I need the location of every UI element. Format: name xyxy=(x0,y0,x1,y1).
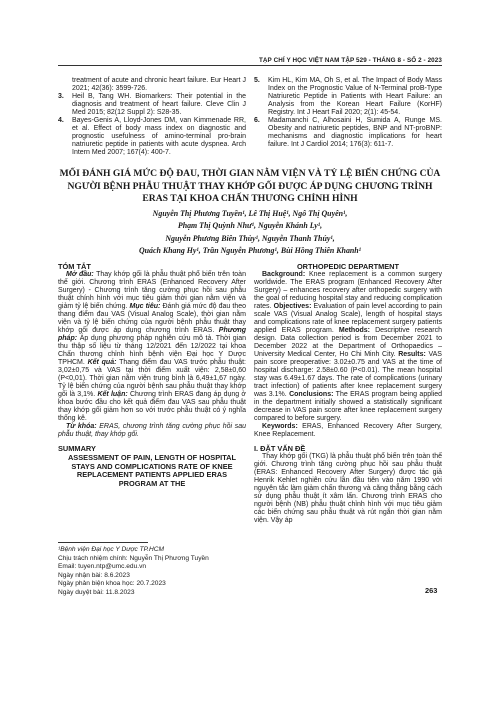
header-rule xyxy=(58,65,442,66)
summary-vi-keywords: Từ khóa: ERAS, chương trình tăng cường phục hồi sau phẫu thuật, thay khớp gối. xyxy=(58,423,247,438)
journal-header: TẠP CHÍ Y HỌC VIỆT NAM TẬP 529 - THÁNG 8 - SỐ 2 - 2023 xyxy=(258,57,442,64)
english-title-cont: ORTHOPEDIC DEPARTMENT xyxy=(296,262,400,271)
author-line: Phạm Thị Quỳnh Như¹, Nguyễn Khánh Ly¹, xyxy=(177,221,323,231)
author-line: Nguyễn Thị Phương Tuyền¹, Lê Thị Huệ¹, Ngô Thị Quyên¹, xyxy=(152,209,348,218)
reference-item: 3. Heil B, Tang WH. Biomarkers: Their potential in the diagnosis and treatment of heart failure. Cleve Clin J Med 2015; 82(12 Suppl 2): S28-35. xyxy=(58,93,246,116)
reference-item: treatment of acute and chronic heart failure. Eur Heart J 2021; 42(36): 3599-726. xyxy=(72,77,246,92)
english-title: ASSESSMENT OF PAIN, LENGTH OF HOSPITAL STAYS AND COMPLICATIONS RATE OF KNEE REPLACEMENT PATIENTS APPLIED ERAS PROGRAM AT THE xyxy=(67,453,237,488)
summary-en-body: Background: Knee replacement is a common surgery worldwide. The ERAS program (Enhanced Recovery After Surgery) – enhances recovery after orthopedic surgery with the goal of reducing hospital stay and reducing complication rates. Objectives: Evaluation of pain level according to pain scale VAS (Visual Analog Scale), length of hospital stays and complications rate of knee replacement surgery patients applied ERAS program. Methods: Descriptive research design. Data collection period is from December 2021 to December 2022 at the Department of Orthopaedics – University Medical Center, Ho Chi Minh City. Results: VAS pain score preoperative: 3.02±0.75 and VAS at the time of hospital discharge: 2.58±0.60 (P<0.01). The mean hospital stay was 6.49±1.67 days. The rate of complications (urinary tract infection) of patients after knee replacement surgery was 3.1%. Conclusions: The ERAS program being applied in the department initially showed a statistically significant decrease in VAS pain score after knee replacement surgery compared to before surgery. xyxy=(254,271,443,422)
author-line: Nguyễn Phương Biên Thùy¹, Nguyễn Thanh Thúy¹, xyxy=(165,233,335,243)
article-title: MỐI ĐÁNH GIÁ MỨC ĐỘ ĐAU, THỜI GIAN NẰM VIỆN VÀ TỶ LỆ BIẾN CHỨNG CỦA NGƯỜI BỆNH PHẪU THUẬT THAY KHỚP GỐI ĐƯỢC ÁP DỤNG CHƯƠNG TRÌNH ERAS TẠI KHOA CHẤN THƯƠNG CHỈNH HÌNH xyxy=(59,168,441,204)
references-right xyxy=(254,77,442,149)
section-heading: TÓM TẮT xyxy=(58,262,91,271)
section-heading: SUMMARY xyxy=(58,444,96,453)
reference-item: 6. Madamanchi C, Alhosaini H, Sumida A, Runge MS. Obesity and natriuretic peptides, BNP and NT-proBNP: mechanisms and diagnostic implications for heart failure. Int J Cardiol 2014; 176(3): 611-7. xyxy=(254,117,442,148)
reference-item: 4. Bayes-Genis A, Lloyd-Jones DM, van Kimmenade RR, et al. Effect of body mass index on diagnostic and prognostic usefulness of amino-terminal pro-brain natriuretic peptide in patients with acute dyspnea. Arch Intern Med 2007; 167(4): 400-7. xyxy=(58,117,246,156)
summary-en xyxy=(254,263,442,525)
section-heading: I. ĐẶT VẤN ĐỀ xyxy=(254,444,306,453)
summary-en-keywords: Keywords: ERAS, Enhanced Recovery After Surgery, Knee Replacement. xyxy=(254,423,442,438)
footnote: ¹Bệnh viện Đại học Y Dược TP.HCM Chịu trách nhiệm chính: Nguyễn Thị Phương Tuyền Email: tuyen.ntp@umc.edu.vn Ngày nhận bài: 8.6.2023 Ngày phản biện khoa học: 20.7.2023 Ngày duyệt bài: 11.8.2023 xyxy=(58,546,209,596)
reference-item: 5. Kim HL, Kim MA, Oh S, et al. The Impact of Body Mass Index on the Prognostic Value of N-Terminal proB-Type Natriuretic Peptide in Patients with Heart Failure: an Analysis from the Korean Heart Failure (KorHF) Registry. Int J Heart Fail 2020; 2(1): 45-54. xyxy=(254,77,442,116)
page-number: 263 xyxy=(425,586,438,595)
summary-vi-body: Mở đầu: Thay khớp gối là phẫu thuật phổ biến trên toàn thế giới. Chương trình ERAS (Enhanced Recovery After Surgery) - Chương trình tăng cường phục hồi sau phẫu thuật chính hình với mục tiêu giảm thời gian nằm viện và giảm tỷ lệ biến chứng. Mục tiêu: Đánh giá mức độ đau theo thang điểm đau VAS (Visual Analog Scale), thời gian nằm viện và tỷ lệ biến chứng của người bệnh phẫu thuật thay khớp gối được áp dụng chương trình ERAS. Phương pháp: Áp dụng phương pháp nghiên cứu mô tả. Thời gian thu thập số liệu từ tháng 12/2021 đến 12/2022 tại khoa Chấn thương chỉnh hình bệnh viện Đại học Y Dược TPHCM. Kết quả: Thang điểm đau VAS trước phẫu thuật: 3,02±0,75 và VAS tại thời điểm xuất viện: 2,58±0,60 (P<0,01). Thời gian nằm viện trung bình là 6,49±1,67 ngày. Tỷ lệ biến chứng của người bệnh sau phẫu thuật thay khớp gối là 3,1%. Kết luận: Chương trình ERAS đang áp dụng ở khoa bước đầu cho kết quả điểm đau VAS sau phẫu thuật thay khớp gối giảm hơn so với trước phẫu thuật có ý nghĩa thống kê. xyxy=(58,271,246,422)
intro-text: Thay khớp gối (TKG) là phẫu thuật phổ biến trên toàn thế giới. Chương trình tăng cường phục hồi sau phẫu thuật (ERAS: Enhanced Recovery After Surgery) được tác giả Henrik Kehlet nghiên cứu lần đầu tiên vào năm 1990 với nguyên tắc làm giảm chấn thương và căng thẳng bằng cách sử dụng phẫu thuật ít xâm lấn. Chương trình ERAS cho người bệnh (NB) phẫu thuật chỉnh hình với mục tiêu giảm các biến chứng sau phẫu thuật và rút ngắn thời gian nằm viện. Vậy áp xyxy=(254,453,442,524)
summary-vi xyxy=(58,263,246,488)
references-left xyxy=(58,77,246,157)
author-line: Quách Khang Hy¹, Trần Nguyễn Phương¹, Bùi Hồng Thiên Khanh¹ xyxy=(138,246,362,256)
authors xyxy=(118,208,382,258)
footnote-divider xyxy=(58,542,148,543)
